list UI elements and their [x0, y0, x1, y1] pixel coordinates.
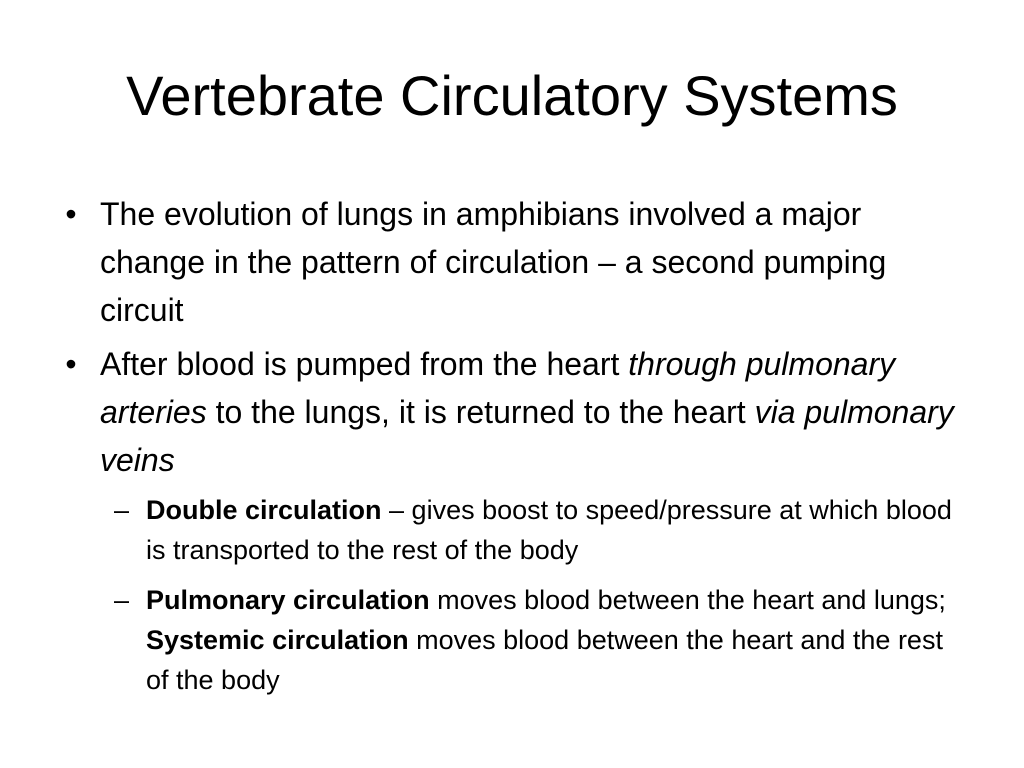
bullet-emphasis-pulmonary-arteries: through pulmonary arteries [100, 346, 896, 430]
bullet-text: After blood is pumped from the heart [100, 346, 629, 382]
term-pulmonary-circulation: Pulmonary circulation [146, 585, 430, 615]
sub-bullet-text: – gives boost to speed/pressure at which blood is transported to the rest of the body [146, 495, 952, 565]
bullet-item [56, 340, 956, 484]
term-double-circulation: Double circulation [146, 495, 382, 525]
bullet-text: to the lungs, it is returned to the heart [206, 394, 755, 430]
sub-bullet-text: moves blood between the heart and the rest of the body [146, 625, 943, 695]
sub-bullet-item [56, 490, 956, 570]
bullet-item [56, 190, 956, 334]
bullet-text: The evolution of lungs in amphibians involved a major change in the pattern of circulation – a second pumping circuit [100, 196, 887, 328]
slide-content [56, 190, 956, 710]
sub-bullet-list [56, 490, 956, 700]
sub-bullet-marker: – [114, 495, 130, 525]
slide-title: Vertebrate Circulatory Systems [126, 64, 898, 127]
bullet-marker: • [65, 346, 77, 382]
sub-bullet-item [56, 580, 956, 700]
sub-bullet-text: moves blood between the heart and lungs; [429, 585, 946, 615]
sub-bullet-marker: – [114, 585, 130, 615]
term-systemic-circulation: Systemic circulation [146, 625, 409, 655]
bullet-emphasis-pulmonary-veins: via pulmonary veins [100, 394, 954, 478]
bullet-marker: • [65, 196, 77, 232]
